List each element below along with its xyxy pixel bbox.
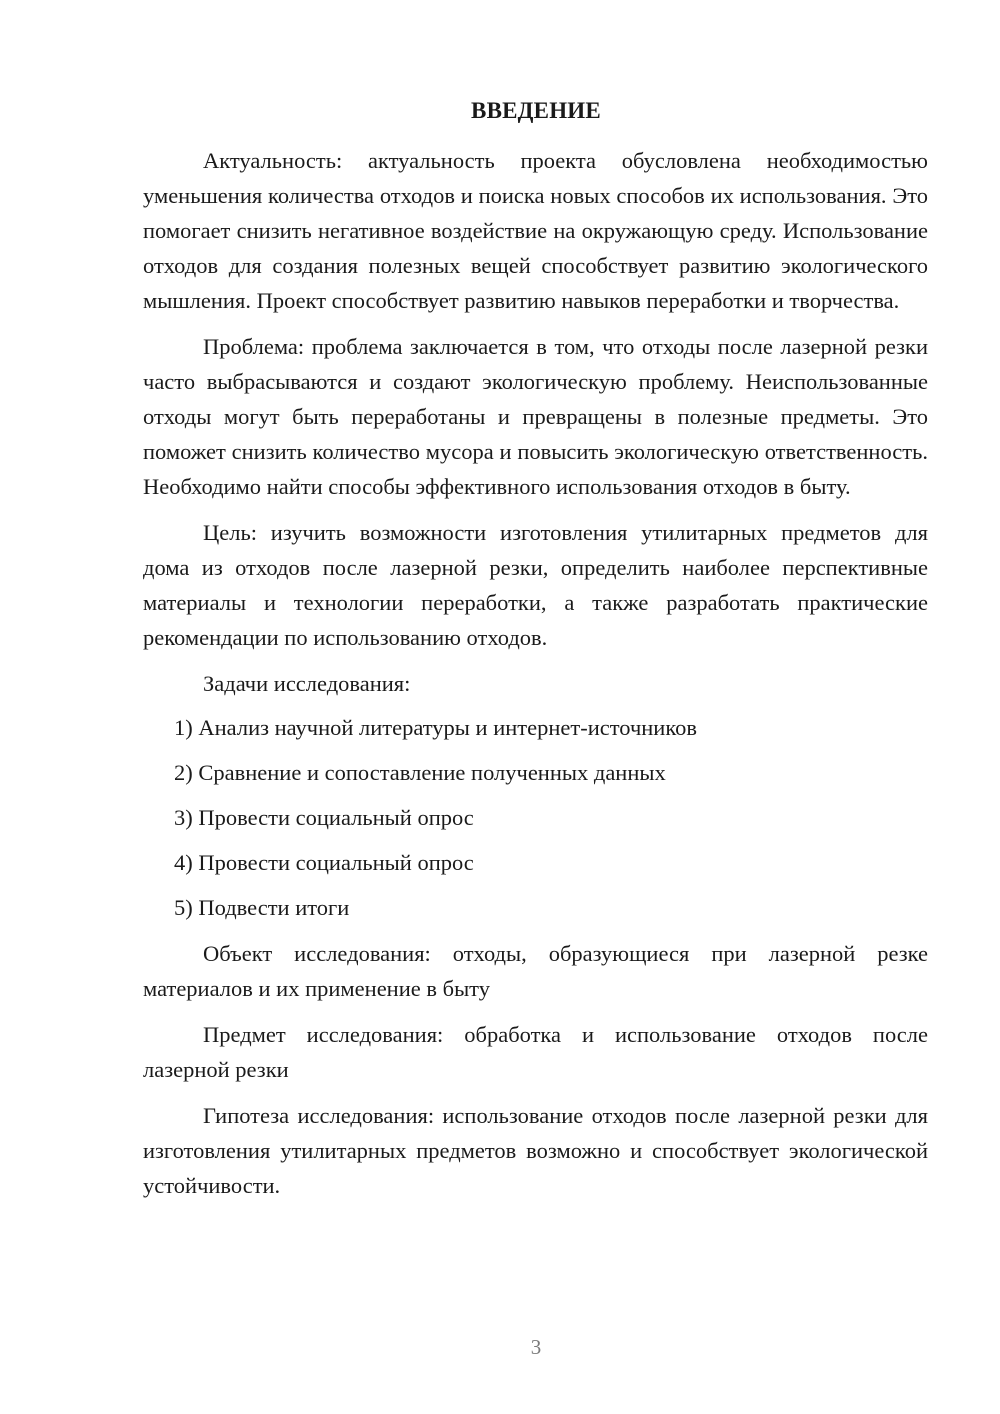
task-item: 3) Провести социальный опрос (174, 805, 474, 830)
hypothesis-paragraph: Гипотеза исследования: использование отходов после лазерной резки для изготовления утилитарных предметов возможно и способствует экологической устойчивости. (143, 1103, 928, 1198)
page-title: ВВЕДЕНИЕ (471, 98, 601, 123)
page-number: 3 (530, 1335, 542, 1359)
document-body (143, 143, 928, 1214)
goal-paragraph: Цель: изучить возможности изготовления утилитарных предметов для дома из отходов после лазерной резки, определить наиболее перспективные материалы и технологии переработки, а также разработать практические рекомендации по использованию отходов. (143, 520, 928, 650)
problem-paragraph: Проблема: проблема заключается в том, что отходы после лазерной резки часто выбрасываются и создают экологическую проблему. Неиспользованные отходы могут быть переработаны и превращены в полезные предметы. Это поможет снизить количество мусора и повысить экологическую ответственность. Необходимо найти способы эффективного использования отходов в быту. (143, 334, 928, 499)
task-item: 5) Подвести итоги (174, 895, 350, 920)
tasks-list (143, 710, 928, 925)
tasks-heading: Задачи исследования: (203, 671, 411, 696)
task-item: 1) Анализ научной литературы и интернет-источников (174, 715, 698, 740)
task-item: 2) Сравнение и сопоставление полученных данных (174, 760, 666, 785)
subject-paragraph: Предмет исследования: обработка и использование отходов после лазерной резки (143, 1022, 928, 1082)
relevance-paragraph: Актуальность: актуальность проекта обусловлена необходимостью уменьшения количества отходов и поиска новых способов их использования. Это помогает снизить негативное воздействие на окружающую среду. Использование отходов для создания полезных вещей способствует развитию экологического мышления. Проект способствует развитию навыков переработки и творчества. (143, 148, 928, 313)
object-paragraph: Объект исследования: отходы, образующиеся при лазерной резке материалов и их применение в быту (143, 941, 928, 1001)
task-item: 4) Провести социальный опрос (174, 850, 474, 875)
